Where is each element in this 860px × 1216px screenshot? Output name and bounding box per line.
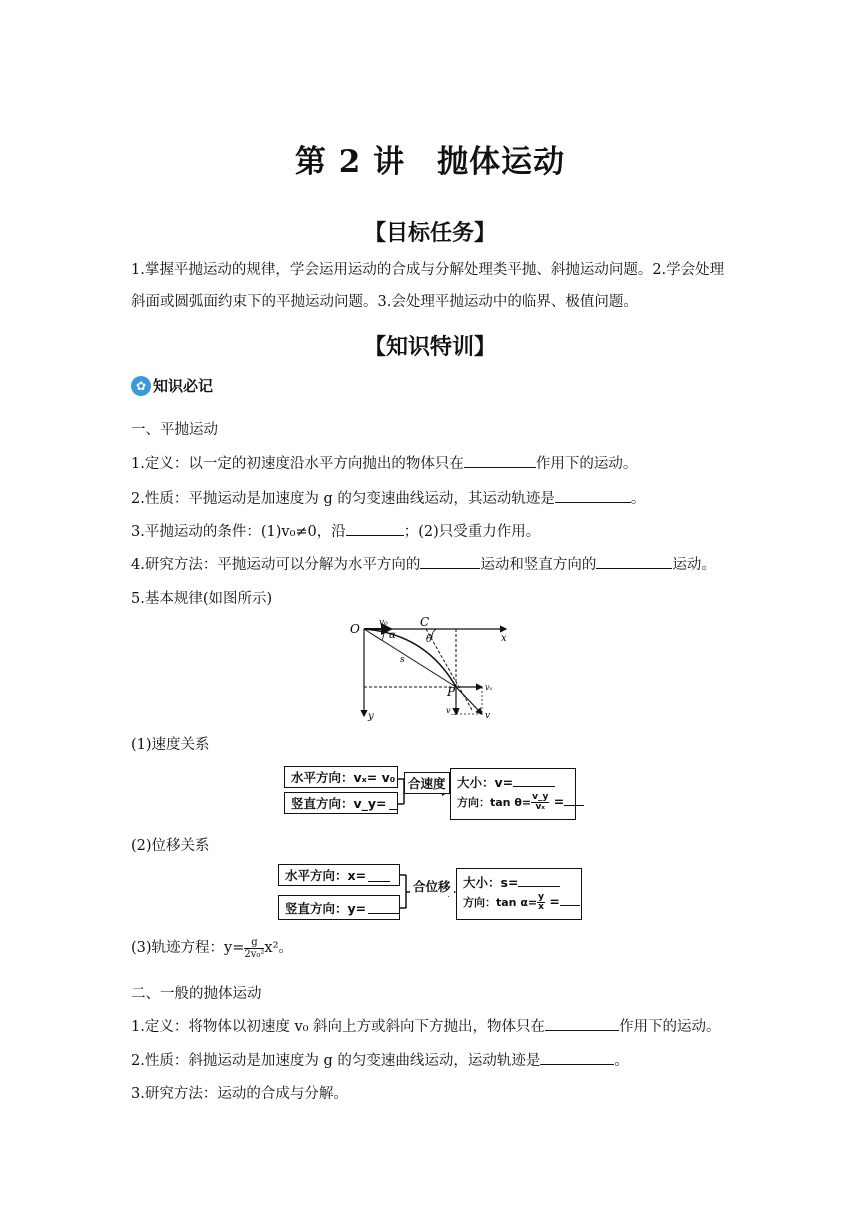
knowledge-label: [131, 375, 213, 396]
knowledge-icon: ✿: [131, 376, 151, 396]
part2-heading: 二、一般的抛体运动: [131, 986, 262, 1002]
fill-blank: [564, 794, 584, 806]
p2-line1-b: 作用下的运动。: [619, 1019, 721, 1035]
label-O: O: [350, 622, 360, 636]
p1-line1: [131, 452, 637, 473]
fill-blank: [560, 894, 580, 906]
v-arrow: [456, 687, 482, 714]
vel-size-text: 大小：v=: [457, 775, 514, 790]
p1-line5: 5.基本规律(如图所示): [131, 591, 273, 607]
label-vx: vₓ: [485, 683, 493, 692]
disp-dir: [463, 893, 575, 912]
p2-line1: [131, 1015, 721, 1036]
vel-vertical-box: [284, 792, 398, 814]
fill-blank: [346, 521, 404, 536]
theta-arc: [432, 629, 436, 638]
disp-vertical-text: 竖直方向：y=: [285, 900, 367, 916]
trajectory-equation: [131, 936, 293, 960]
fill-blank: [464, 453, 536, 468]
disp-size: [463, 873, 575, 893]
p2-line2-b: 。: [614, 1053, 629, 1069]
p1-line3: [131, 520, 540, 541]
traj-post: x²。: [264, 940, 293, 956]
fill-blank: [596, 554, 672, 569]
fill-blank: [540, 1050, 614, 1065]
p1-line4-a: 4.研究方法：平抛运动可以分解为水平方向的: [131, 557, 421, 573]
label-y: y: [368, 711, 374, 722]
goal-text: 1.掌握平抛运动的规律，学会运用运动的合成与分解处理类平抛、斜抛运动问题。2.学会处理斜面或圆弧面约束下的平抛运动问题。3.会处理平抛运动中的临界、极值问题。: [131, 262, 725, 310]
disp-combine-label: 合位移: [410, 876, 454, 896]
label-vy: v_y: [446, 706, 460, 715]
vel-frac: [531, 793, 549, 812]
p1-line2-b: 。: [630, 491, 646, 507]
p2-line3: 3.研究方法：运动的合成与分解。: [131, 1086, 348, 1102]
vel-dir: [457, 793, 569, 812]
p1-line4-c: 运动。: [672, 557, 716, 573]
fill-blank: [518, 875, 560, 887]
disp-frac-num: y: [538, 892, 544, 902]
disp-frac: [537, 893, 545, 912]
alpha-arc: [382, 629, 384, 640]
p1-line3-a: 3.平抛运动的条件：(1)v₀≠0，沿: [131, 524, 346, 540]
disp-vertical-box: [278, 895, 400, 920]
p2-line2-a: 2.性质：斜抛运动是加速度为 g 的匀变速曲线运动，运动轨迹是: [131, 1053, 541, 1069]
disp-frac-den: x: [538, 902, 544, 912]
p1-line3-b: ；(2)只受重力作用。: [403, 524, 541, 540]
fill-blank: [545, 1016, 619, 1031]
fill-blank: [513, 775, 555, 787]
vel-result-box: [450, 768, 576, 820]
displacement-line: [364, 629, 456, 687]
disp-eq: =: [549, 894, 560, 909]
disp-horizontal-box: [278, 864, 400, 886]
vel-frac-num: v_y: [532, 792, 549, 802]
p1-line4: [131, 553, 716, 574]
label-P: P: [447, 685, 456, 699]
fill-blank: [420, 554, 480, 569]
label-theta: θ: [426, 634, 433, 645]
traj-num: g: [244, 937, 264, 949]
vel-combine-label: 合速度: [404, 772, 450, 794]
p1-line1-a: 1.定义：以一定的初速度沿水平方向抛出的物体只在: [131, 456, 464, 472]
p2-line1-a: 1.定义：将物体以初速度 v₀ 斜向上方或斜向下方抛出，物体只在: [131, 1019, 546, 1035]
velocity-label: (1)速度关系: [131, 737, 210, 753]
disp-result-box: [456, 868, 582, 920]
section-knowledge-heading: 【知识特训】: [363, 335, 496, 360]
disp-horizontal-text: 水平方向：x=: [285, 868, 367, 883]
vel-frac-den: vₓ: [535, 802, 546, 812]
vel-size: [457, 773, 569, 793]
traj-pre: (3)轨迹方程：y=: [131, 940, 245, 956]
knowledge-label-text: 知识必记: [153, 377, 214, 395]
label-v: v: [485, 711, 491, 721]
label-alpha: α: [389, 630, 396, 641]
disp-size-text: 大小：s=: [463, 875, 519, 890]
fill-blank: [368, 901, 399, 914]
label-C: C: [420, 615, 430, 629]
page-title: 第 2 讲 抛体运动: [294, 144, 566, 180]
p1-line1-b: 作用下的运动。: [535, 456, 638, 472]
p1-line2: [131, 487, 645, 508]
displacement-label: (2)位移关系: [131, 838, 210, 854]
fill-blank: [368, 869, 390, 882]
p1-line2-a: 2.性质：平抛运动是加速度为 g 的匀变速曲线运动，其运动轨迹是: [131, 491, 555, 507]
vel-dir-text: 方向：tan θ=: [457, 796, 532, 809]
fill-blank: [555, 488, 631, 503]
fill-blank: [389, 797, 397, 810]
label-x: x: [501, 633, 507, 644]
section-goal-heading: 【目标任务】: [363, 221, 496, 246]
p2-line2: [131, 1049, 629, 1070]
label-v0: v₀: [379, 618, 388, 628]
projectile-figure: [346, 614, 516, 722]
traj-frac: [244, 937, 264, 960]
label-s: s: [400, 655, 405, 665]
disp-dir-text: 方向：tan α=: [463, 896, 538, 909]
p1-line4-b: 运动和竖直方向的: [480, 557, 597, 573]
vel-vertical-text: 竖直方向：v_y=: [291, 796, 387, 811]
vel-horizontal-box: 水平方向：vₓ= v₀: [284, 766, 398, 788]
part1-heading: 一、平抛运动: [131, 422, 218, 438]
traj-den: 2v₀²: [244, 948, 265, 960]
vel-eq: =: [553, 794, 565, 809]
